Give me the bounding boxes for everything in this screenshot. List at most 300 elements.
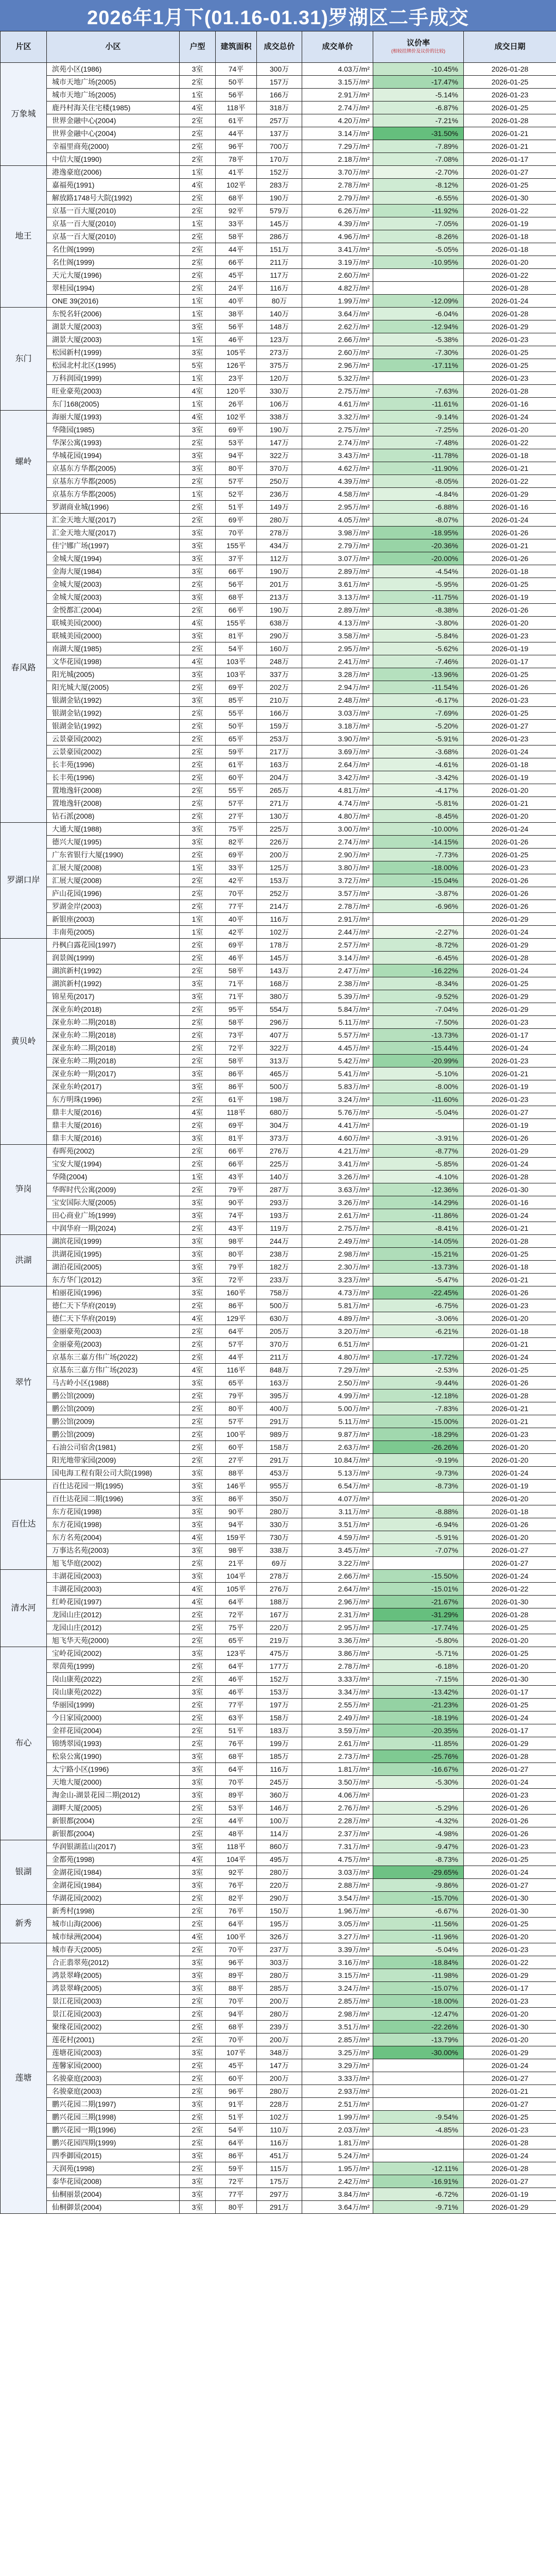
date-cell: 2026-01-26 — [464, 681, 556, 694]
change-cell: -20.99% — [373, 1055, 464, 1067]
layout-cell: 3室 — [180, 668, 216, 681]
table-row — [1, 179, 556, 192]
change-cell: -4.17% — [373, 784, 464, 797]
unit-cell: 5.76万/m² — [302, 1106, 373, 1119]
total-cell: 293万 — [257, 1196, 302, 1209]
total-cell: 286万 — [257, 230, 302, 243]
table-row — [1, 2033, 556, 2046]
unit-cell: 2.64万/m² — [302, 758, 373, 771]
unit-cell: 2.96万/m² — [302, 1596, 373, 1608]
date-cell: 2026-01-18 — [464, 1261, 556, 1274]
date-cell: 2026-01-29 — [464, 1145, 556, 1158]
table-row — [1, 166, 556, 179]
header-name: 小区 — [47, 31, 180, 63]
date-cell: 2026-01-20 — [464, 1531, 556, 1544]
size-cell: 52平 — [216, 488, 257, 501]
total-cell: 211万 — [257, 1351, 302, 1364]
name-cell: 旺业豪苑(2003) — [47, 385, 180, 398]
layout-cell: 2室 — [180, 1737, 216, 1750]
name-cell: 莲花村(2001) — [47, 2033, 180, 2046]
unit-cell: 1.96万/m² — [302, 1905, 373, 1918]
layout-cell: 2室 — [180, 1158, 216, 1171]
date-cell: 2026-01-16 — [464, 501, 556, 514]
unit-cell: 3.18万/m² — [302, 720, 373, 733]
total-cell: 166万 — [257, 89, 302, 101]
layout-cell: 3室 — [180, 1080, 216, 1093]
size-cell: 61平 — [216, 114, 257, 127]
date-cell: 2026-01-28 — [464, 1750, 556, 1763]
layout-cell: 4室 — [180, 1930, 216, 1943]
layout-cell: 3室 — [180, 1570, 216, 1583]
change-cell: -6.67% — [373, 1905, 464, 1918]
size-cell: 107平 — [216, 2046, 257, 2059]
layout-cell: 4室 — [180, 101, 216, 114]
change-cell: -17.74% — [373, 1621, 464, 1634]
total-cell: 100万 — [257, 1815, 302, 1827]
date-cell: 2026-01-23 — [464, 630, 556, 642]
total-cell: 182万 — [257, 1261, 302, 1274]
size-cell: 79平 — [216, 1183, 257, 1196]
unit-cell: 4.07万/m² — [302, 1493, 373, 1505]
name-cell: 景江花园(2003) — [47, 2008, 180, 2021]
unit-cell: 2.42万/m² — [302, 2175, 373, 2188]
unit-cell: 5.41万/m² — [302, 1067, 373, 1080]
layout-cell: 3室 — [180, 1196, 216, 1209]
change-cell: -20.35% — [373, 1724, 464, 1737]
layout-cell: 2室 — [180, 2033, 216, 2046]
layout-cell: 2室 — [180, 2085, 216, 2098]
unit-cell: 2.50万/m² — [302, 1377, 373, 1389]
unit-cell: 4.41万/m² — [302, 1119, 373, 1132]
total-cell: 197万 — [257, 1699, 302, 1711]
name-cell: 锦星苑(2017) — [47, 990, 180, 1003]
name-cell: 天元大厦(1996) — [47, 269, 180, 282]
total-cell: 730万 — [257, 1531, 302, 1544]
name-cell: 鸿景翠峰(2005) — [47, 1969, 180, 1982]
layout-cell: 2室 — [180, 1454, 216, 1467]
change-cell: -8.41% — [373, 1222, 464, 1235]
size-cell: 80平 — [216, 2201, 257, 2214]
unit-cell: 4.80万/m² — [302, 1351, 373, 1364]
name-cell: 滨苑小区(1986) — [47, 63, 180, 76]
layout-cell: 2室 — [180, 243, 216, 256]
name-cell: 湖滨新村(1992) — [47, 977, 180, 990]
layout-cell: 2室 — [180, 1621, 216, 1634]
unit-cell: 5.24万/m² — [302, 2149, 373, 2162]
size-cell: 51平 — [216, 2111, 257, 2124]
date-cell: 2026-01-20 — [464, 1441, 556, 1454]
name-cell: 海丽大厦(1993) — [47, 411, 180, 423]
size-cell: 120平 — [216, 385, 257, 398]
date-cell: 2026-01-21 — [464, 1402, 556, 1415]
name-cell: 华润银湖蓝山(2017) — [47, 1840, 180, 1853]
date-cell: 2026-01-22 — [464, 475, 556, 488]
change-cell: -13.79% — [373, 2033, 464, 2046]
size-cell: 85平 — [216, 694, 257, 707]
date-cell: 2026-01-21 — [464, 140, 556, 153]
change-cell: -6.04% — [373, 308, 464, 320]
name-cell: 旭飞华庭(2002) — [47, 1557, 180, 1570]
size-cell: 40平 — [216, 295, 257, 308]
size-cell: 58平 — [216, 964, 257, 977]
name-cell: 合正翡翠苑(2012) — [47, 1956, 180, 1969]
name-cell: 长丰苑(1996) — [47, 771, 180, 784]
unit-cell: 3.27万/m² — [302, 1930, 373, 1943]
table-row — [1, 1583, 556, 1596]
table-row — [1, 1853, 556, 1866]
unit-cell: 2.78万/m² — [302, 1660, 373, 1673]
total-cell: 238万 — [257, 1248, 302, 1261]
total-cell: 348万 — [257, 2046, 302, 2059]
name-cell: 阳光城(2005) — [47, 668, 180, 681]
date-cell: 2026-01-18 — [464, 243, 556, 256]
total-cell: 140万 — [257, 1171, 302, 1183]
change-cell: -31.29% — [373, 1608, 464, 1621]
name-cell: 聚缘花园(2002) — [47, 2021, 180, 2033]
table-row — [1, 1119, 556, 1132]
total-cell: 200万 — [257, 849, 302, 861]
change-cell: -6.96% — [373, 900, 464, 913]
date-cell: 2026-01-28 — [464, 2162, 556, 2175]
layout-cell: 1室 — [180, 488, 216, 501]
date-cell: 2026-01-20 — [464, 1493, 556, 1505]
layout-cell: 2室 — [180, 1145, 216, 1158]
total-cell: 297万 — [257, 2188, 302, 2201]
date-cell: 2026-01-25 — [464, 1918, 556, 1930]
total-cell: 300万 — [257, 63, 302, 76]
layout-cell: 3室 — [180, 1518, 216, 1531]
table-row — [1, 256, 556, 269]
date-cell: 2026-01-24 — [464, 1711, 556, 1724]
change-cell — [373, 269, 464, 282]
change-cell: -2.70% — [373, 166, 464, 179]
table-row — [1, 1840, 556, 1853]
table-row — [1, 1454, 556, 1467]
total-cell: 630万 — [257, 1312, 302, 1325]
size-cell: 155平 — [216, 539, 257, 552]
layout-cell: 3室 — [180, 1505, 216, 1518]
transactions-table — [0, 31, 556, 2214]
unit-cell: 3.59万/m² — [302, 1724, 373, 1737]
layout-cell: 3室 — [180, 1840, 216, 1853]
area-cell: 新秀 — [1, 1905, 47, 1943]
name-cell: 松泉公寓(1990) — [47, 1750, 180, 1763]
date-cell: 2026-01-25 — [464, 1699, 556, 1711]
size-cell: 46平 — [216, 333, 257, 346]
table-row — [1, 436, 556, 449]
size-cell: 77平 — [216, 2188, 257, 2201]
table-row — [1, 1055, 556, 1067]
size-cell: 155平 — [216, 617, 257, 630]
unit-cell: 3.84万/m² — [302, 2188, 373, 2201]
layout-cell: 2室 — [180, 784, 216, 797]
name-cell: 东门168(2005) — [47, 398, 180, 411]
change-cell: -7.89% — [373, 140, 464, 153]
layout-cell: 2室 — [180, 1415, 216, 1428]
total-cell: 225万 — [257, 823, 302, 836]
unit-cell: 2.94万/m² — [302, 681, 373, 694]
change-cell: -9.14% — [373, 411, 464, 423]
date-cell: 2026-01-23 — [464, 2124, 556, 2137]
change-cell: -17.72% — [373, 1351, 464, 1364]
total-cell: 989万 — [257, 1428, 302, 1441]
unit-cell: 2.89万/m² — [302, 604, 373, 617]
total-cell: 271万 — [257, 797, 302, 810]
size-cell: 42平 — [216, 874, 257, 887]
unit-cell: 2.30万/m² — [302, 1261, 373, 1274]
table-row — [1, 836, 556, 849]
unit-cell: 2.55万/m² — [302, 1699, 373, 1711]
change-cell: -12.18% — [373, 1389, 464, 1402]
table-row — [1, 1286, 556, 1299]
change-cell: -18.84% — [373, 1956, 464, 1969]
date-cell: 2026-01-27 — [464, 1879, 556, 1892]
table-row — [1, 2162, 556, 2175]
change-cell: -5.81% — [373, 797, 464, 810]
name-cell: 华深公寓(1993) — [47, 436, 180, 449]
name-cell: 丹枫白露花园(1997) — [47, 939, 180, 952]
total-cell: 330万 — [257, 1518, 302, 1531]
date-cell: 2026-01-28 — [464, 952, 556, 964]
total-cell: 313万 — [257, 1055, 302, 1067]
date-cell: 2026-01-28 — [464, 1171, 556, 1183]
table-row — [1, 1016, 556, 1029]
size-cell: 86平 — [216, 1493, 257, 1505]
table-row — [1, 2137, 556, 2149]
date-cell: 2026-01-27 — [464, 720, 556, 733]
change-cell: -4.98% — [373, 1827, 464, 1840]
area-cell: 地王 — [1, 166, 47, 308]
name-cell: 长丰苑(1996) — [47, 758, 180, 771]
date-cell: 2026-01-22 — [464, 436, 556, 449]
change-cell: -5.14% — [373, 89, 464, 101]
name-cell: 京基东方华都(2005) — [47, 488, 180, 501]
layout-cell: 2室 — [180, 874, 216, 887]
name-cell: 鼎丰大厦(2016) — [47, 1106, 180, 1119]
table-row — [1, 1660, 556, 1673]
unit-cell: 2.95万/m² — [302, 1621, 373, 1634]
name-cell: 湖滨新村(1992) — [47, 964, 180, 977]
name-cell: 鼎丰大厦(2016) — [47, 1119, 180, 1132]
unit-cell: 2.03万/m² — [302, 2124, 373, 2137]
size-cell: 89平 — [216, 1789, 257, 1802]
date-cell: 2026-01-19 — [464, 1119, 556, 1132]
layout-cell: 3室 — [180, 462, 216, 475]
name-cell: 深业东岭二期(2018) — [47, 1042, 180, 1055]
date-cell: 2026-01-27 — [464, 166, 556, 179]
table-row — [1, 514, 556, 527]
total-cell: 220万 — [257, 1621, 302, 1634]
total-cell: 163万 — [257, 758, 302, 771]
table-row — [1, 990, 556, 1003]
layout-cell: 2室 — [180, 797, 216, 810]
unit-cell: 2.66万/m² — [302, 1570, 373, 1583]
date-cell: 2026-01-30 — [464, 192, 556, 205]
unit-cell: 2.75万/m² — [302, 385, 373, 398]
size-cell: 72平 — [216, 1274, 257, 1286]
size-cell: 51平 — [216, 501, 257, 514]
name-cell: 阳光城大厦(2005) — [47, 681, 180, 694]
total-cell: 202万 — [257, 681, 302, 694]
total-cell: 152万 — [257, 166, 302, 179]
table-row — [1, 230, 556, 243]
layout-cell: 2室 — [180, 1055, 216, 1067]
total-cell: 370万 — [257, 1338, 302, 1351]
size-cell: 75平 — [216, 823, 257, 836]
unit-cell: 3.61万/m² — [302, 578, 373, 591]
unit-cell: 5.83万/m² — [302, 1080, 373, 1093]
layout-cell: 3室 — [180, 694, 216, 707]
date-cell: 2026-01-22 — [464, 269, 556, 282]
change-cell: -6.94% — [373, 1518, 464, 1531]
layout-cell: 2室 — [180, 1119, 216, 1132]
date-cell: 2026-01-26 — [464, 1802, 556, 1815]
change-cell: -7.08% — [373, 153, 464, 166]
table-row — [1, 745, 556, 758]
unit-cell: 3.63万/m² — [302, 1183, 373, 1196]
size-cell: 78平 — [216, 153, 257, 166]
change-cell: -2.27% — [373, 926, 464, 939]
date-cell: 2026-01-21 — [464, 1338, 556, 1351]
unit-cell: 6.54万/m² — [302, 1480, 373, 1493]
table-row — [1, 1621, 556, 1634]
table-row — [1, 1608, 556, 1621]
size-cell: 45平 — [216, 269, 257, 282]
unit-cell: 2.64万/m² — [302, 1583, 373, 1596]
date-cell: 2026-01-23 — [464, 1995, 556, 2008]
name-cell: 锦绣翠园(1993) — [47, 1737, 180, 1750]
unit-cell: 5.11万/m² — [302, 1415, 373, 1428]
unit-cell: 3.42万/m² — [302, 771, 373, 784]
size-cell: 38平 — [216, 308, 257, 320]
total-cell: 193万 — [257, 1209, 302, 1222]
table-row — [1, 89, 556, 101]
unit-cell: 4.82万/m² — [302, 282, 373, 295]
layout-cell: 2室 — [180, 1016, 216, 1029]
layout-cell: 3室 — [180, 449, 216, 462]
name-cell: 银湖金钻(1992) — [47, 707, 180, 720]
change-cell: -9.44% — [373, 1377, 464, 1389]
change-cell — [373, 1338, 464, 1351]
name-cell: 湖景大厦(2003) — [47, 320, 180, 333]
size-cell: 65平 — [216, 1634, 257, 1647]
unit-cell: 2.31万/m² — [302, 1608, 373, 1621]
layout-cell: 1室 — [180, 89, 216, 101]
layout-cell: 4室 — [180, 1364, 216, 1377]
unit-cell: 2.66万/m² — [302, 333, 373, 346]
unit-cell: 2.74万/m² — [302, 436, 373, 449]
date-cell: 2026-01-25 — [464, 1621, 556, 1634]
table-row — [1, 295, 556, 308]
table-row — [1, 2124, 556, 2137]
unit-cell: 2.37万/m² — [302, 1827, 373, 1840]
change-cell — [373, 2098, 464, 2111]
unit-cell: 4.75万/m² — [302, 1853, 373, 1866]
name-cell: 华湖花园(2002) — [47, 1892, 180, 1905]
name-cell: 阳光地带家园(2009) — [47, 1454, 180, 1467]
name-cell: 世界金融中心(2004) — [47, 127, 180, 140]
layout-cell: 2室 — [180, 256, 216, 269]
unit-cell: 5.81万/m² — [302, 1299, 373, 1312]
date-cell: 2026-01-25 — [464, 346, 556, 359]
date-cell: 2026-01-29 — [464, 488, 556, 501]
layout-cell: 3室 — [180, 539, 216, 552]
size-cell: 71平 — [216, 977, 257, 990]
size-cell: 66平 — [216, 1158, 257, 1171]
header-area: 片区 — [1, 31, 47, 63]
size-cell: 80平 — [216, 1248, 257, 1261]
total-cell: 700万 — [257, 140, 302, 153]
unit-cell: 3.29万/m² — [302, 2059, 373, 2072]
date-cell: 2026-01-24 — [464, 964, 556, 977]
date-cell: 2026-01-24 — [464, 1209, 556, 1222]
table-row — [1, 114, 556, 127]
layout-cell: 3室 — [180, 1480, 216, 1493]
date-cell: 2026-01-24 — [464, 1570, 556, 1583]
size-cell: 72平 — [216, 2175, 257, 2188]
unit-cell: 2.76万/m² — [302, 1802, 373, 1815]
layout-cell: 4室 — [180, 1106, 216, 1119]
size-cell: 55平 — [216, 784, 257, 797]
table-row — [1, 1879, 556, 1892]
name-cell: 京基东方华都(2005) — [47, 475, 180, 488]
size-cell: 58平 — [216, 1055, 257, 1067]
change-cell: -18.00% — [373, 861, 464, 874]
name-cell: 鹏公馆(2009) — [47, 1402, 180, 1415]
date-cell: 2026-01-24 — [464, 514, 556, 527]
unit-cell: 3.15万/m² — [302, 1969, 373, 1982]
unit-cell: 4.73万/m² — [302, 1286, 373, 1299]
total-cell: 152万 — [257, 1673, 302, 1686]
table-row — [1, 1634, 556, 1647]
layout-cell: 2室 — [180, 1634, 216, 1647]
layout-cell: 2室 — [180, 1892, 216, 1905]
layout-cell: 2室 — [180, 964, 216, 977]
size-cell: 70平 — [216, 1943, 257, 1956]
layout-cell: 2室 — [180, 76, 216, 89]
layout-cell: 2室 — [180, 1402, 216, 1415]
table-row — [1, 733, 556, 745]
unit-cell: 5.57万/m² — [302, 1029, 373, 1042]
name-cell: 东悦名轩(2006) — [47, 308, 180, 320]
name-cell: 云景豪园(2002) — [47, 745, 180, 758]
header-total: 成交总价 — [257, 31, 302, 63]
change-cell: -15.70% — [373, 1892, 464, 1905]
name-cell: 丰湖花园(2003) — [47, 1570, 180, 1583]
size-cell: 60平 — [216, 771, 257, 784]
date-cell: 2026-01-25 — [464, 101, 556, 114]
change-cell: -8.07% — [373, 514, 464, 527]
table-row — [1, 1802, 556, 1815]
layout-cell: 4室 — [180, 411, 216, 423]
total-cell: 236万 — [257, 488, 302, 501]
name-cell: 丰湖花园(2003) — [47, 1583, 180, 1596]
table-row — [1, 1969, 556, 1982]
change-cell: -5.04% — [373, 1943, 464, 1956]
date-cell: 2026-01-19 — [464, 771, 556, 784]
layout-cell: 1室 — [180, 398, 216, 411]
name-cell: 仙桐御景(2004) — [47, 2201, 180, 2214]
table-row — [1, 1827, 556, 1840]
date-cell: 2026-01-23 — [464, 1789, 556, 1802]
table-row — [1, 127, 556, 140]
layout-cell: 2室 — [180, 745, 216, 758]
change-cell: -5.85% — [373, 1158, 464, 1171]
change-cell: -4.32% — [373, 1815, 464, 1827]
size-cell: 116平 — [216, 1364, 257, 1377]
unit-cell: 1.95万/m² — [302, 2162, 373, 2175]
unit-cell: 3.72万/m² — [302, 874, 373, 887]
